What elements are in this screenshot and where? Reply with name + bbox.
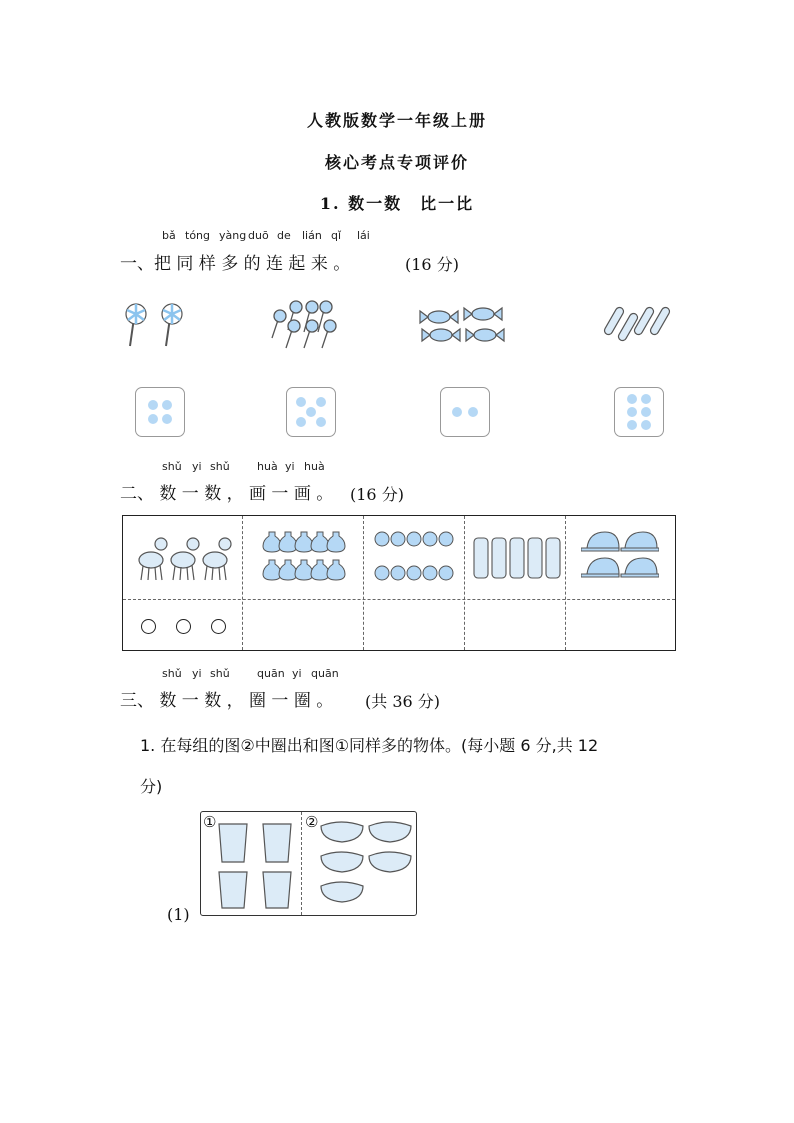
pinyin-tong: tóng: [185, 229, 210, 242]
dice-two[interactable]: [440, 387, 490, 437]
pinyin-shu: shǔ: [162, 460, 182, 473]
section-title: 1. 数一数 比一比: [319, 194, 475, 213]
answer-circle: [176, 619, 191, 634]
label-two: ②: [305, 813, 319, 831]
q2-score: (16 分): [350, 485, 404, 504]
pinyin-yi: yi: [192, 460, 202, 473]
sub-question-label: (1): [167, 905, 190, 924]
document-title: 人教版数学一年级上册: [306, 111, 487, 130]
count-draw-table: [122, 515, 676, 651]
pinyin-yi: yi: [292, 667, 302, 680]
cap-icon: [581, 528, 659, 586]
vase-icon: [261, 528, 347, 586]
q2-heading: 二、 数 一 数 ， 画 一 画 。: [120, 484, 334, 504]
q1-heading: 一、把 同 样 多 的 连 起 来 。: [120, 254, 351, 274]
q3-instruction-cont: 分): [140, 777, 163, 796]
pinyin-lian: lián: [302, 229, 322, 242]
pinyin-quan: quān: [257, 667, 285, 680]
bowl-icon: [319, 818, 415, 912]
pinyin-lai: lái: [357, 229, 370, 242]
pinyin-yi: yi: [285, 460, 295, 473]
bottle-icon: [470, 530, 562, 584]
dice-four[interactable]: [135, 387, 185, 437]
pinyin-ba: bǎ: [162, 229, 176, 242]
stick-candy-icon: [602, 300, 678, 350]
document-subtitle: 核心考点专项评价: [324, 153, 469, 172]
pinyin-shu: shǔ: [210, 460, 230, 473]
label-one: ①: [203, 813, 217, 831]
pinyin-duo: duō: [248, 229, 269, 242]
q3-score: (共 36 分): [365, 692, 441, 711]
pinyin-shu: shǔ: [210, 667, 230, 680]
cup-icon: [215, 822, 295, 910]
lollipop-icon: [124, 298, 194, 350]
pinyin-shu: shǔ: [162, 667, 182, 680]
q3-heading: 三、 数 一 数 ， 圈 一 圈 。: [120, 691, 334, 711]
lollipop-icon: [266, 298, 346, 350]
pinyin-qi: qǐ: [331, 229, 342, 242]
pinyin-hua: huà: [304, 460, 325, 473]
deer-icon: [133, 530, 233, 584]
dice-five[interactable]: [286, 387, 336, 437]
answer-circle: [141, 619, 156, 634]
flower-icon: [373, 528, 457, 588]
dice-six[interactable]: [614, 387, 664, 437]
pinyin-yi: yi: [192, 667, 202, 680]
pinyin-de: de: [277, 229, 291, 242]
pinyin-hua: huà: [257, 460, 278, 473]
pinyin-yang: yàng: [219, 229, 247, 242]
q3-instruction: 1. 在每组的图②中圈出和图①同样多的物体。(每小题 6 分,共 12: [140, 736, 599, 755]
answer-circle: [211, 619, 226, 634]
pinyin-quan: quān: [311, 667, 339, 680]
compare-picture-box: [200, 811, 417, 916]
q1-score: (16 分): [405, 255, 459, 274]
candy-icon: [419, 303, 511, 349]
